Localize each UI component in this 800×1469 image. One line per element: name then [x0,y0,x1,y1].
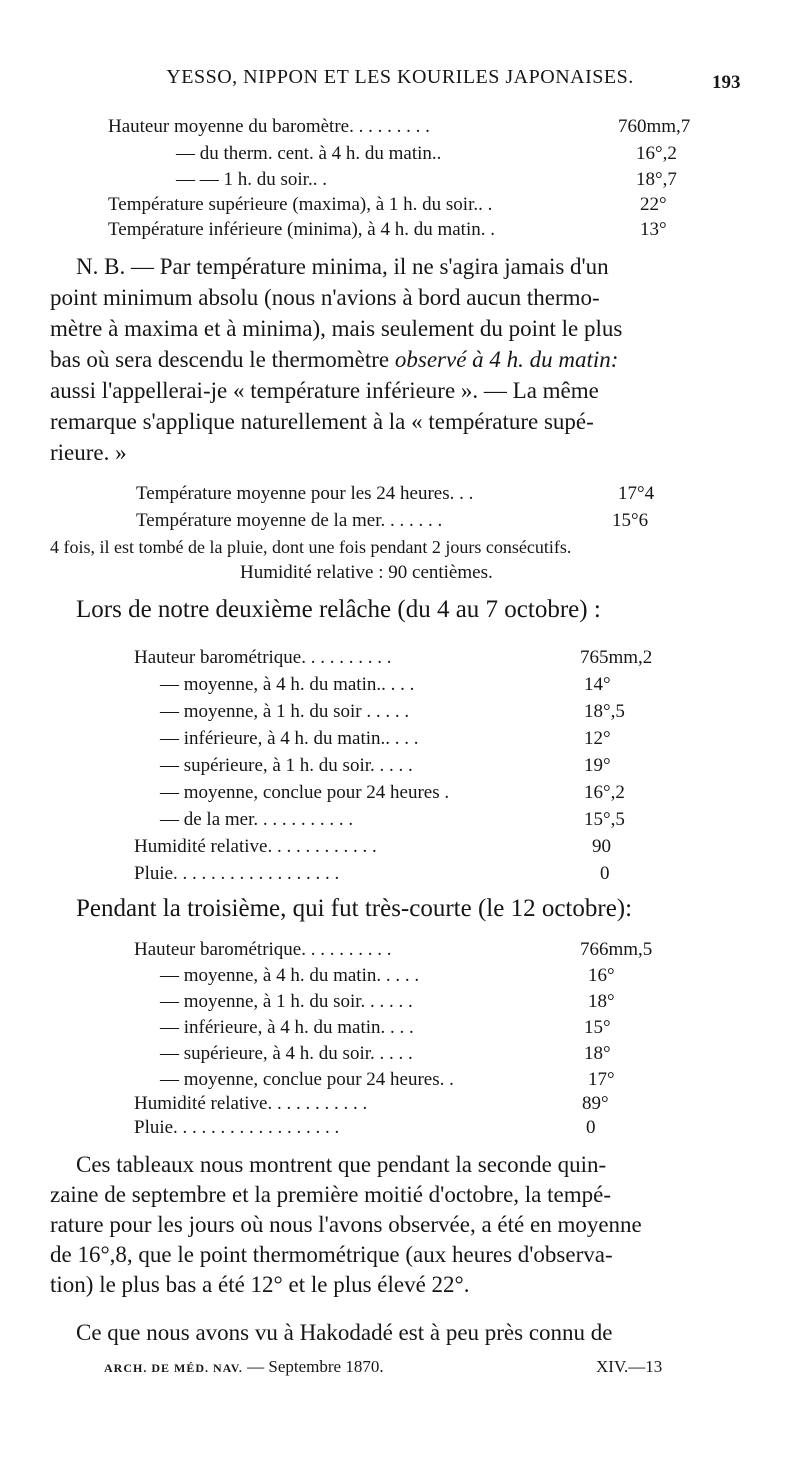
section2-row-value: 12° [584,728,611,749]
table1-row-label: Température inférieure (minima), à 4 h. du matin. . [108,219,495,240]
section3-row-value: 17° [588,1069,615,1090]
conclusion-line: tion) le plus bas a été 12° et le plus élevé 22°. [50,1272,470,1297]
nb-line: aussi l'appellerai-je « température inférieure ». — La même [50,378,599,403]
section2-row-value: 16°,2 [584,782,625,803]
summary-row-label: Température moyenne pour les 24 heures. . . [136,483,474,504]
section3-row-label: Hauteur barométrique. . . . . . . . . . [134,939,392,960]
footer-signature: XIV.—13 [596,1357,663,1376]
conclusion-line: rature pour les jours où nous l'avons observée, a été en moyenne [50,1212,642,1237]
section2-row-label: — supérieure, à 1 h. du soir. . . . . [160,755,413,776]
section2-row-label: — moyenne, à 1 h. du soir . . . . . [160,701,410,722]
section3-heading: Pendant la troisième, qui fut très-courte (le 12 octobre): [76,895,633,922]
nb-italic-phrase: observé à 4 h. du matin: [394,347,619,372]
nb-line: rieure. » [50,440,127,465]
section3-row-label: — moyenne, conclue pour 24 heures. . [160,1069,454,1090]
section2-row-label: Humidité relative. . . . . . . . . . . . [134,836,377,857]
section2-row-value: 0 [600,863,610,884]
section2-row-label: Hauteur barométrique. . . . . . . . . . [134,647,392,668]
section3-row-value: 18° [584,1043,611,1064]
section2-row-label: — de la mer. . . . . . . . . . . [160,809,354,830]
section2-row-value: 90 [592,836,611,857]
section2-row-value: 18°,5 [584,701,625,722]
nb-line-text: bas où sera descendu le thermomètre [50,347,390,372]
last-line: Ce que nous avons vu à Hakodadé est à peu près connu de [76,1320,613,1345]
table1-row-label: — — 1 h. du soir.. . [176,169,327,190]
humidity-note: Humidité relative : 90 centièmes. [240,562,493,583]
section2-row-label: — moyenne, à 4 h. du matin.. . . . [160,674,415,695]
section2-row-value: 14° [584,674,611,695]
running-header-title: YESSO, NIPPON ET LES KOURILES JAPONAISES. [166,66,634,88]
section3-row-value: 16° [588,965,615,986]
conclusion-line: Ces tableaux nous montrent que pendant la seconde quin- [76,1152,607,1177]
nb-line: point minimum absolu (nous n'avions à bord aucun thermo- [50,285,600,310]
footer-journal-abbrev: ARCH. DE MÉD. NAV. [104,1361,243,1375]
rain-note: 4 fois, il est tombé de la pluie, dont une fois pendant 2 jours consécutifs. [50,537,572,557]
table1-row-label: — du therm. cent. à 4 h. du matin.. [176,143,442,164]
section3-row-value: 89° [582,1093,609,1114]
section3-row-label: Pluie. . . . . . . . . . . . . . . . . . [134,1117,340,1138]
conclusion-line: zaine de septembre et la première moitié d'octobre, la tempé- [50,1182,611,1207]
table1-row-value: 760mm,7 [618,116,691,137]
section2-row-value: 765mm,2 [580,647,653,668]
section3-row-value: 766mm,5 [580,939,653,960]
section2-row-label: Pluie. . . . . . . . . . . . . . . . . . [134,863,340,884]
section3-row-label: — supérieure, à 4 h. du soir. . . . . [160,1043,413,1064]
footer-journal-date: — Septembre 1870. [242,1357,384,1376]
section3-row-value: 18° [588,991,615,1012]
section3-row-label: — moyenne, à 1 h. du soir. . . . . . [160,991,413,1012]
nb-line: remarque s'applique naturellement à la « température supé- [50,409,594,434]
table1-row-label: Température supérieure (maxima), à 1 h. du soir.. . [108,194,493,215]
nb-line: N. B. — Par température minima, il ne s'agira jamais d'un [76,254,609,279]
section3-row-value: 15° [584,1017,611,1038]
section3-row-label: Humidité relative. . . . . . . . . . . [134,1093,368,1114]
section2-row-label: — moyenne, conclue pour 24 heures . [160,782,450,803]
page-number: 193 [712,72,741,93]
section3-row-label: — inférieure, à 4 h. du matin. . . . [160,1017,414,1038]
section2-row-value: 15°,5 [584,809,625,830]
section2-row-value: 19° [584,755,611,776]
table1-row-value: 22° [640,194,667,215]
nb-line: mètre à maxima et à minima), mais seulement du point le plus [50,316,623,341]
section3-row-label: — moyenne, à 4 h. du matin. . . . . [160,965,420,986]
conclusion-line: de 16°,8, que le point thermométrique (aux heures d'observa- [50,1242,613,1267]
table1-row-label: Hauteur moyenne du baromètre. . . . . . . . . [108,116,430,137]
section2-row-label: — inférieure, à 4 h. du matin.. . . . [160,728,419,749]
summary-row-label: Température moyenne de la mer. . . . . . . [136,510,443,531]
footer-journal [104,1357,384,1377]
section2-heading: Lors de notre deuxième relâche (du 4 au 7 octobre) : [76,596,601,623]
table1-row-value: 13° [640,219,667,240]
table1-row-value: 18°,7 [636,169,677,190]
section3-row-value: 0 [586,1117,596,1138]
nb-line [50,345,618,375]
table1-row-value: 16°,2 [636,143,677,164]
summary-row-value: 17°4 [618,483,655,504]
summary-row-value: 15°6 [612,510,649,531]
